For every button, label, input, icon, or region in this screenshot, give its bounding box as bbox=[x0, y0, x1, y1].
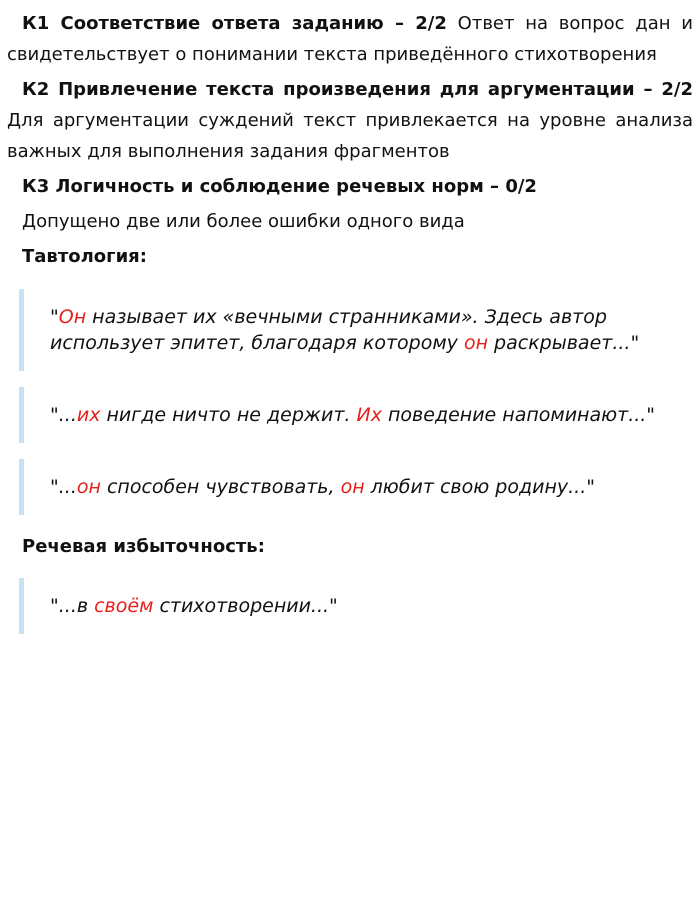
criterion-k1-title: К1 Соответствие ответа заданию – 2/2 bbox=[22, 13, 447, 34]
quote-text: раскрывает..." bbox=[488, 332, 640, 354]
quote-text: "... bbox=[50, 404, 77, 426]
tautology-heading: Тавтология: bbox=[22, 246, 147, 267]
highlighted-word: своём bbox=[94, 595, 154, 617]
criterion-k1-text: Ответ на вопрос дан и свидетельствует о понимании текста приведённого стихотворения bbox=[7, 13, 693, 65]
tautology-quote bbox=[19, 387, 693, 443]
quote-text: любит свою родину..." bbox=[364, 476, 595, 498]
highlighted-word: Их bbox=[356, 404, 382, 426]
quote-text: "... bbox=[50, 476, 77, 498]
tautology-quote bbox=[19, 459, 693, 515]
criterion-k2-text: Для аргументации суждений текст привлекается на уровне анализа важных для выполнения задания фрагментов bbox=[7, 110, 693, 162]
highlighted-word: Он bbox=[58, 306, 87, 328]
quote-text: поведение напоминают..." bbox=[381, 404, 656, 426]
criterion-k3-title: К3 Логичность и соблюдение речевых норм – 0/2 bbox=[22, 176, 537, 197]
quote-text: " bbox=[50, 306, 59, 328]
criterion-k1 bbox=[7, 0, 693, 70]
quote-text: называет их «вечными странниками». Здесь автор использует эпитет, благодаря которому bbox=[50, 306, 607, 354]
redundancy-heading: Речевая избыточность: bbox=[22, 536, 265, 557]
redundancy-quote bbox=[19, 578, 693, 634]
quote-text: "...в bbox=[50, 595, 95, 617]
criterion-k3 bbox=[7, 171, 693, 202]
highlighted-word: он bbox=[340, 476, 365, 498]
quote-text: способен чувствовать, bbox=[100, 476, 341, 498]
criterion-k2 bbox=[7, 74, 693, 167]
highlighted-word: он bbox=[463, 332, 488, 354]
quote-text: нигде ничто не держит. bbox=[100, 404, 357, 426]
tautology-quote bbox=[19, 289, 693, 371]
quote-text: стихотворении..." bbox=[153, 595, 338, 617]
criterion-k3-note: Допущено две или более ошибки одного вида bbox=[22, 211, 465, 232]
criterion-k2-title: К2 Привлечение текста произведения для аргументации – 2/2 bbox=[22, 79, 693, 100]
highlighted-word: он bbox=[76, 476, 101, 498]
highlighted-word: их bbox=[76, 404, 101, 426]
